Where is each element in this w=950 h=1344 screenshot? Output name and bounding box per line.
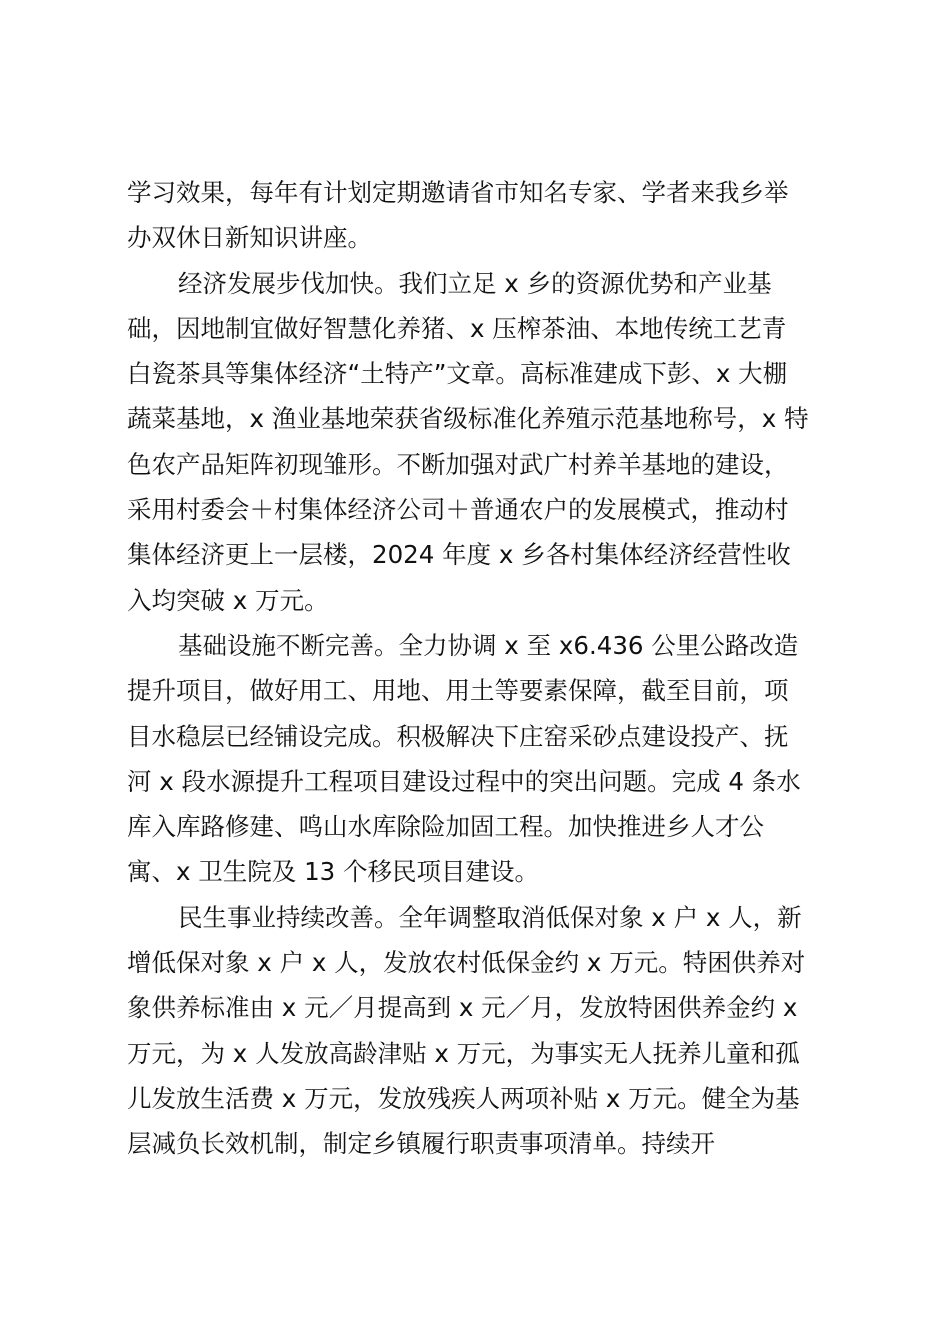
text-line: 入均突破 x 万元。 — [127, 585, 329, 615]
text-line: 学习效果，每年有计划定期邀请省市知名专家、学者来我乡举 — [127, 178, 789, 207]
text-line: 层减负长效机制，制定乡镇履行职责事项清单。持续开 — [127, 1129, 715, 1159]
text-line: 库入库路修建、鸣山水库除险加固工程。加快推进乡人才公 — [127, 812, 764, 842]
text-line: 寓、x 卫生院及 13 个移民项目建设。 — [127, 857, 540, 887]
text-line: 万元，为 x 人发放高龄津贴 x 万元，为事实无人抚养儿童和孤 — [127, 1038, 800, 1068]
text-line: 基础设施不断完善。全力协调 x 至 x6.436 公里公路改造 — [178, 630, 799, 660]
text-line: 民生事业持续改善。全年调整取消低保对象 x 户 x 人，新 — [178, 902, 802, 932]
text-line: 蔬菜基地，x 渔业基地荣获省级标准化养殖示范基地称号，x 特 — [127, 404, 809, 434]
document-body — [127, 170, 827, 1167]
text-line: 儿发放生活费 x 万元，发放残疾人两项补贴 x 万元。健全为基 — [127, 1083, 800, 1113]
text-line: 集体经济更上一层楼，2024 年度 x 乡各村集体经济经营性收 — [127, 540, 791, 570]
paragraph-economic-development — [127, 261, 827, 623]
text-line: 色农产品矩阵初现雏形。不断加强对武广村养羊基地的建设， — [127, 449, 789, 479]
text-line: 目水稳层已经铺设完成。积极解决下庄窑采砂点建设投产、抚 — [127, 721, 789, 751]
paragraph-infrastructure — [127, 623, 827, 895]
text-line: 象供养标准由 x 元／月提高到 x 元／月，发放特困供养金约 x — [127, 993, 798, 1023]
text-line: 经济发展步伐加快。我们立足 x 乡的资源优势和产业基 — [178, 268, 772, 298]
text-line: 增低保对象 x 户 x 人，发放农村低保金约 x 万元。特困供养对 — [127, 948, 806, 978]
text-line: 础，因地制宜做好智慧化养猪、x 压榨茶油、本地传统工艺青 — [127, 313, 787, 343]
paragraph-study-effect — [127, 170, 827, 261]
text-line: 河 x 段水源提升工程项目建设过程中的突出问题。完成 4 条水 — [127, 766, 801, 796]
paragraph-livelihood — [127, 895, 827, 1167]
text-line: 提升项目，做好用工、用地、用土等要素保障，截至目前，项 — [127, 676, 789, 706]
text-line: 采用村委会＋村集体经济公司＋普通农户的发展模式，推动村 — [127, 495, 789, 525]
text-line: 白瓷茶具等集体经济“土特产”文章。高标准建成下彭、x 大棚 — [127, 359, 788, 389]
text-line: 办双休日新知识讲座。 — [127, 223, 372, 253]
